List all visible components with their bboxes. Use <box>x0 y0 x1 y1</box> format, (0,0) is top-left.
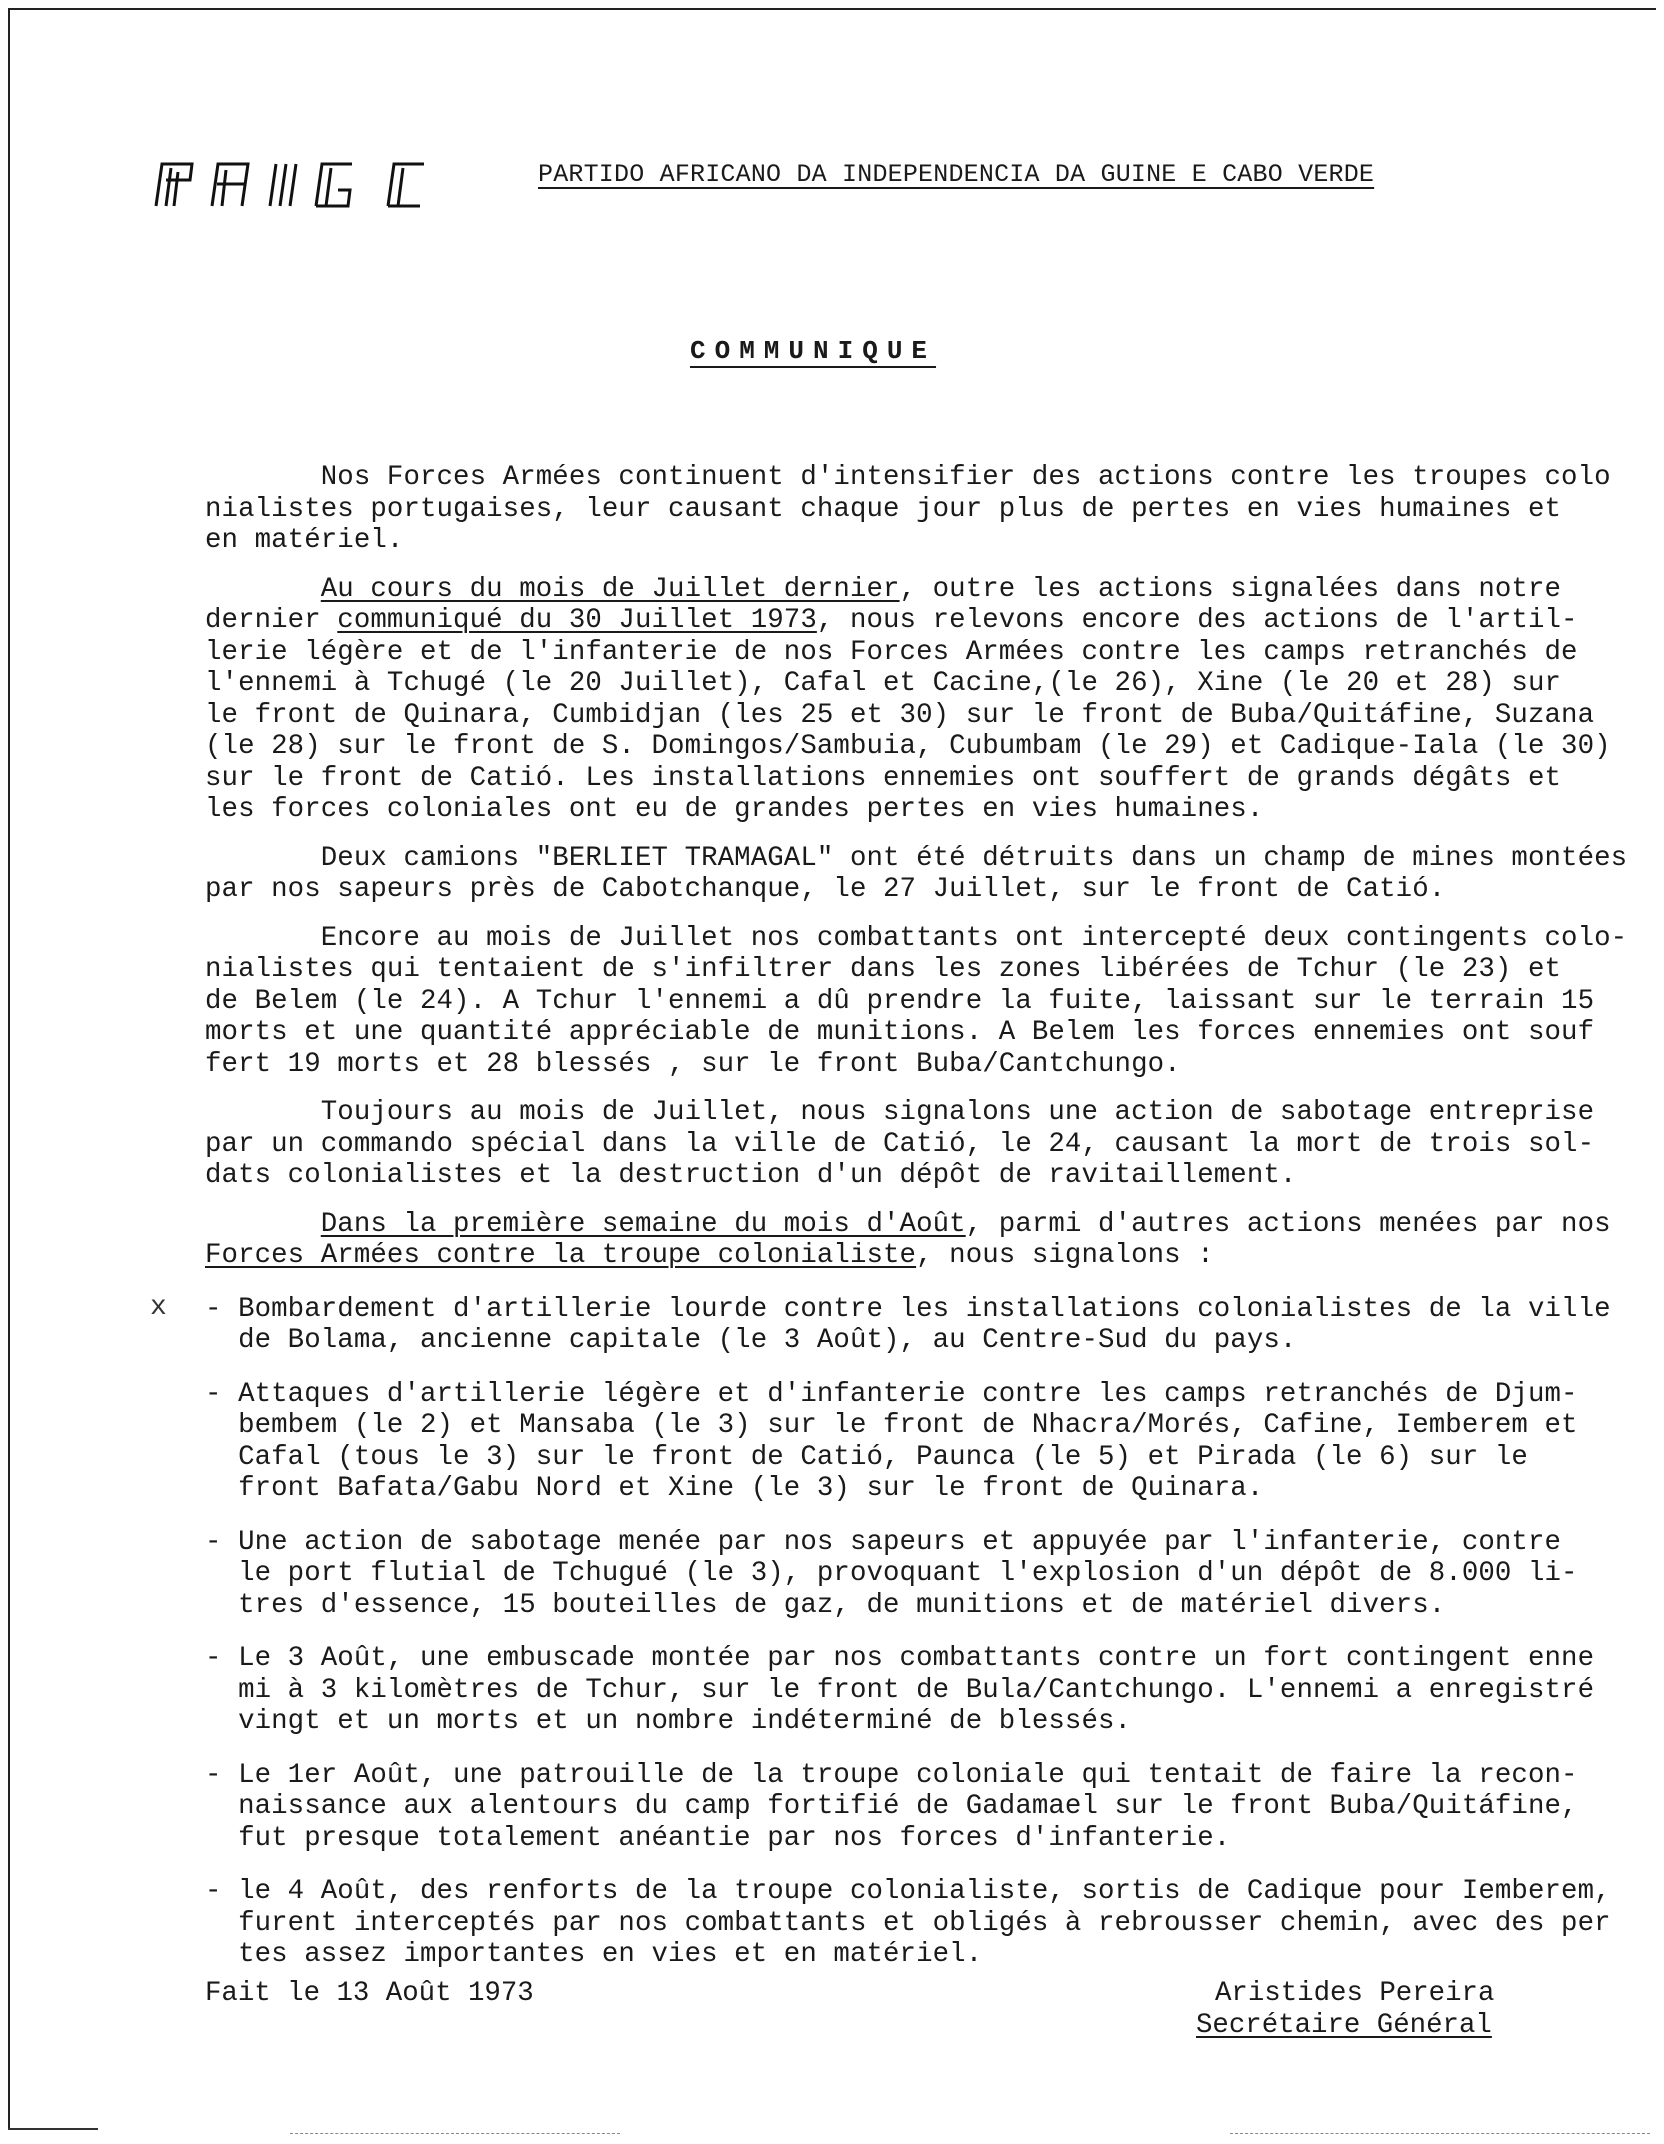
list-item-line: tes assez importantes en vies et en matériel. <box>205 1939 983 1970</box>
body-line-underlined: Forces Armées contre la troupe colonialiste, nous signalons : <box>205 1240 1214 1271</box>
body-line: lerie légère et de l'infanterie de nos Forces Armées contre les camps retranchés de <box>205 636 1578 668</box>
list-item-line: naissance aux alentours du camp fortifié de Gadamael sur le front Buba/Quitáfine, <box>205 1791 1578 1822</box>
body-line: (le 28) sur le front de S. Domingos/Sambuia, Cubumbam (le 29) et Cadique-Iala (le 30) <box>205 731 1611 762</box>
body-line: les forces coloniales ont eu de grandes pertes en vies humaines. <box>205 794 1264 825</box>
page-border-bottom <box>8 2128 98 2130</box>
body-line-underlined: Dans la première semaine du mois d'Août, parmi d'autres actions menées par nos <box>320 1208 1611 1240</box>
underlined-phrase: Forces Armées contre la troupe colonialiste <box>205 1240 917 1271</box>
body-line: par un commando spécial dans la ville de Catió, le 24, causant la mort de trois sol- <box>205 1128 1595 1160</box>
page-border-top <box>8 8 1656 10</box>
list-item-line: fut presque totalement anéantie par nos forces d'infanterie. <box>205 1822 1231 1854</box>
list-item-line: vingt et un morts et un nombre indéterminé de blessés. <box>205 1706 1132 1737</box>
underlined-phrase: Dans la première semaine du mois d'Août <box>320 1208 966 1240</box>
communique-body <box>205 462 1628 1971</box>
body-line: dats colonialistes et la destruction d'un dépôt de ravitaillement. <box>205 1160 1297 1191</box>
body-line: fert 19 morts et 28 blessés , sur le front Buba/Cantchungo. <box>205 1048 1181 1080</box>
list-item-line: - Attaques d'artillerie légère et d'infanterie contre les camps retranchés de Djum- <box>205 1378 1578 1410</box>
list-item-line: - le 4 Août, des renforts de la troupe colonialiste, sortis de Cadique pour Iemberem, <box>205 1876 1611 1907</box>
signatory-title: Secrétaire Général <box>1196 2010 1492 2041</box>
body-line: le front de Quinara, Cumbidjan (les 25 et 30) sur le front de Buba/Quitáfine, Suzana <box>205 699 1595 731</box>
scan-artifact <box>290 2133 620 2134</box>
list-item-line: - Une action de sabotage menée par nos sapeurs et appuyée par l'infanterie, contre <box>205 1526 1562 1558</box>
body-line: sur le front de Catió. Les installations ennemies ont souffert de grands dégâts et <box>205 762 1562 794</box>
body-line: nialistes portugaises, leur causant chaque jour plus de pertes en vies humaines et <box>205 493 1562 525</box>
paigc-logo <box>152 160 462 208</box>
list-item-line: - Bombardement d'artillerie lourde contre les installations colonialistes de la ville <box>205 1293 1611 1325</box>
body-line: Deux camions "BERLIET TRAMAGAL" ont été détruits dans un champ de mines montées <box>205 842 1628 874</box>
underlined-phrase: Au cours du mois de Juillet dernier <box>320 573 900 605</box>
list-item-line: front Bafata/Gabu Nord et Xine (le 3) sur le front de Quinara. <box>205 1473 1264 1504</box>
body-line: en matériel. <box>205 525 404 556</box>
body-line: Nos Forces Armées continuent d'intensifier des actions contre les troupes colo <box>205 462 1611 493</box>
party-name: PARTIDO AFRICANO DA INDEPENDENCIA DA GUINE E CABO VERDE <box>538 160 1375 189</box>
document-date: Fait le 13 Août 1973 <box>205 1978 534 2009</box>
signatory-name: Aristides Pereira <box>1215 1978 1495 2009</box>
body-line: de Belem (le 24). A Tchur l'ennemi a dû prendre la fuite, laissant sur le terrain 15 <box>205 985 1595 1017</box>
list-item-line: - Le 1er Août, une patrouille de la troupe coloniale qui tentait de faire la recon- <box>205 1759 1578 1791</box>
body-line: nialistes qui tentaient de s'infiltrer dans les zones libérées de Tchur (le 23) et <box>205 954 1562 985</box>
body-line: Encore au mois de Juillet nos combattants ont intercepté deux contingents colo- <box>205 922 1628 954</box>
list-item-line: tres d'essence, 15 bouteilles de gaz, de munitions et de matériel divers. <box>205 1589 1446 1621</box>
list-item-line: de Bolama, ancienne capitale (le 3 Août), au Centre-Sud du pays. <box>205 1325 1297 1356</box>
list-item-line: furent interceptés par nos combattants et obligés à rebrousser chemin, avec des per <box>205 1907 1611 1939</box>
page-border-left <box>8 8 10 2128</box>
body-line: morts et une quantité appréciable de munitions. A Belem les forces ennemies ont souf <box>205 1017 1595 1048</box>
scan-artifact <box>1230 2133 1650 2134</box>
body-line-underlined: dernier communiqué du 30 Juillet 1973, nous relevons encore des actions de l'artil- <box>205 605 1578 636</box>
page-title: COMMUNIQUE <box>690 336 937 366</box>
list-item-line: le port flutial de Tchugué (le 3), provoquant l'explosion d'un dépôt de 8.000 li- <box>205 1558 1578 1589</box>
body-line-underlined: Au cours du mois de Juillet dernier, outre les actions signalées dans notre <box>320 573 1562 605</box>
underlined-phrase: communiqué du 30 Juillet 1973 <box>337 605 817 636</box>
margin-handwritten-mark: x <box>150 1292 167 1323</box>
list-item-line: bembem (le 2) et Mansaba (le 3) sur le front de Nhacra/Morés, Cafine, Iemberem et <box>205 1410 1578 1441</box>
body-line: par nos sapeurs près de Cabotchanque, le 27 Juillet, sur le front de Catió. <box>205 874 1446 905</box>
body-line: Toujours au mois de Juillet, nous signalons une action de sabotage entreprise <box>205 1097 1595 1128</box>
list-item-line: - Le 3 Août, une embuscade montée par nos combattants contre un fort contingent enne <box>205 1643 1595 1674</box>
list-item-line: mi à 3 kilomètres de Tchur, sur le front de Bula/Cantchungo. L'ennemi a enregistré <box>205 1674 1595 1706</box>
list-item-line: Cafal (tous le 3) sur le front de Catió, Paunca (le 5) et Pirada (le 6) sur le <box>205 1441 1528 1473</box>
body-line: l'ennemi à Tchugé (le 20 Juillet), Cafal et Cacine,(le 26), Xine (le 20 et 28) sur <box>205 668 1562 699</box>
